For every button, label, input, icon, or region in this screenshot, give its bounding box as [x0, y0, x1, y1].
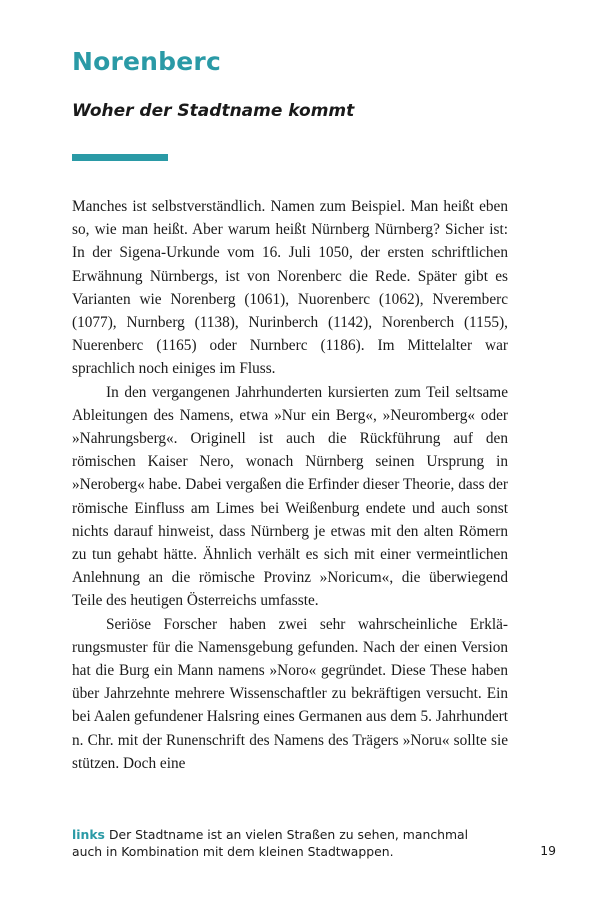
- image-caption: [72, 826, 492, 860]
- chapter-subtitle: Woher der Stadtname kommt: [72, 101, 355, 121]
- chapter-title: Norenberc: [72, 47, 221, 76]
- page-number: 19: [540, 843, 556, 858]
- caption-label: links: [72, 827, 105, 842]
- paragraph-2: In den vergangenen Jahrhunderten kursierten zum Teil seltsame Ableitungen des Namens, etwa »Nur ein Berg«, »Neuromberg« oder »Nahrungsberg«. Originell ist auch die Rückführung auf den römischen Kaiser Nero, wonach Nürnberg seinen Ursprung in »Neroberg« habe. Dabei vergaßen die Erfinder dieser Theorie, dass der römische Einfluss am Limes bei Weißenburg endete und auch sonst nichts darauf hinweist, dass Nürnberg je etwas mit den alten Römern zu tun gehabt hätte. Ähnlich verhält es sich mit einer vermeintlichen Anlehnung an die römische Provinz »Noricum«, die überwiegend Teile des heutigen Österreichs umfasste.: [72, 383, 508, 610]
- body-text: [72, 195, 508, 775]
- paragraph-3: Seriöse Forscher haben zwei sehr wahrscheinliche Erklärungsmuster für die Namensgebung gefunden. Nach der einen Version hat die Burg ein Mann namens »Noro« gegründet. Diese These haben über Jahrzehnte mehrere Wissenschaftler zu bekräftigen versucht. Ein bei Aalen gefundener Halsring eines Germanen aus dem 5. Jahrhundert n. Chr. mit der Runenschrift des Namens des Trägers »Noru« sollte sie stützen. Doch eine: [72, 615, 508, 772]
- paragraph-1: Manches ist selbstverständlich. Namen zum Beispiel. Man heißt eben so, wie man heißt. Aber warum heißt Nürnberg Nürnberg? Sicher ist: In der Sigena-Urkunde vom 16. Juli 1050, der ersten schriftlichen Erwähnung Nürnbergs, ist von Norenberc die Rede. Später gibt es Varianten wie Norenberg (1061), Nuorenberc (1062), Nveremberc (1077), Nurnberg (1138), Nurinberch (1142), Norenberch (1155), Nuerenberc (1165) oder Nurnberc (1186). Im Mittelalter war sprachlich noch einiges im Fluss.: [72, 198, 508, 378]
- accent-bar: [72, 154, 168, 161]
- caption-text: Der Stadtname ist an vielen Straßen zu sehen, manchmal auch in Kombination mit dem kleinen Stadtwappen.: [72, 827, 469, 859]
